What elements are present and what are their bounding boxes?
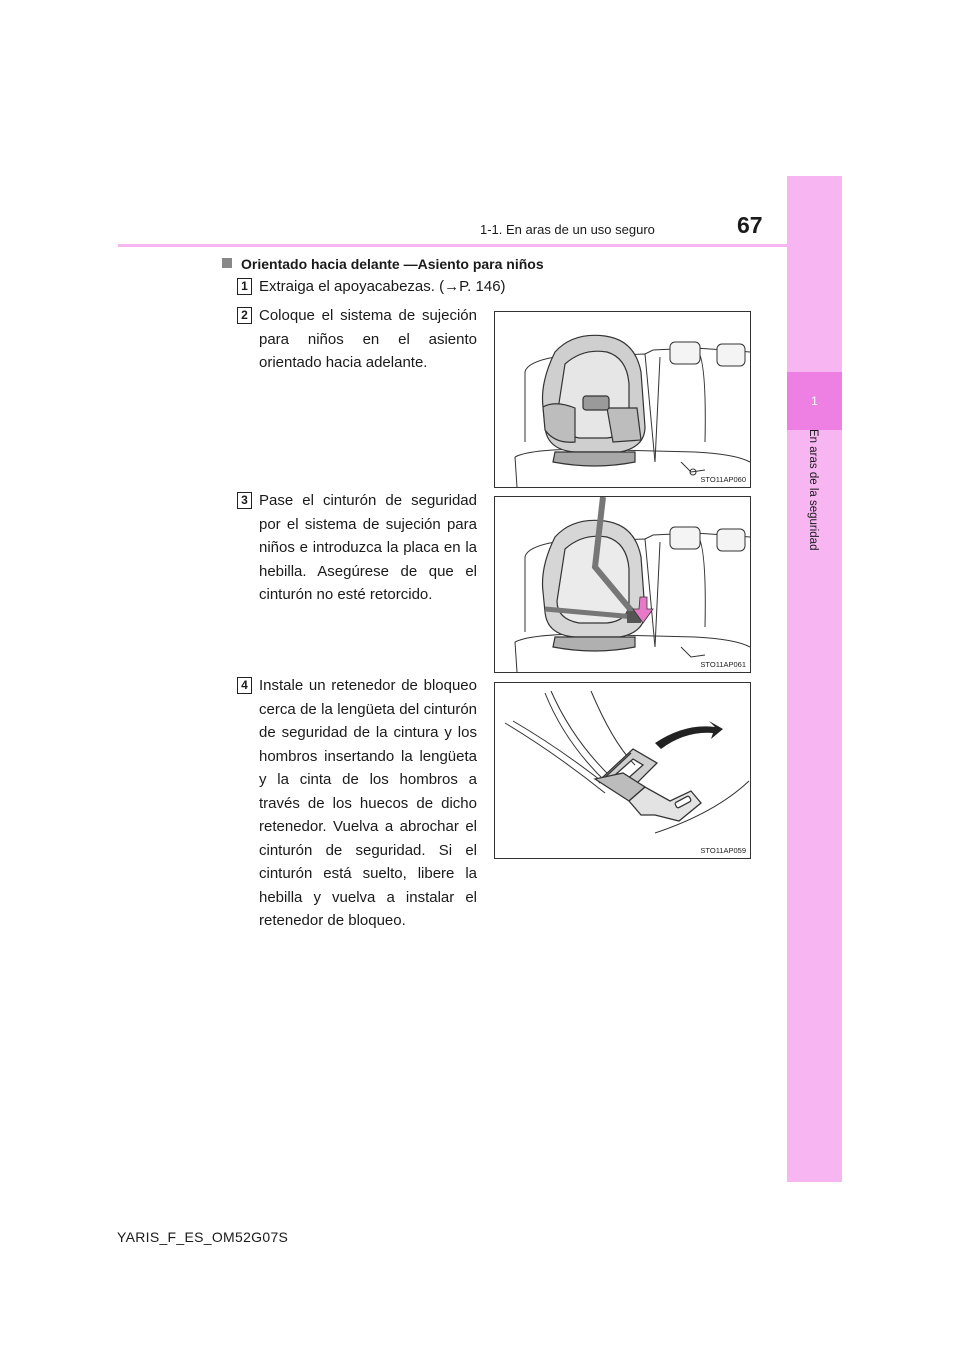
footer-doc-code: YARIS_F_ES_OM52G07S: [117, 1229, 289, 1245]
step-number-4: 4: [237, 677, 252, 694]
belt-routing-illustration: [495, 497, 750, 672]
step-number-3: 3: [237, 492, 252, 509]
figure-code-3: STO11AP059: [700, 846, 746, 855]
section-title-text: Orientado hacia delante —Asiento para niños: [241, 256, 544, 272]
figure-belt-routing: [494, 496, 751, 673]
step-text-4: Instale un retenedor de bloqueo cerca de la lengüeta del cinturón de seguridad de la cintura y los hombros insertando la lengüeta y la cinta de los hombros a través de los huecos de dicho retenedor. Vuelva a abrochar el cinturón de seguridad. Si el cinturón está suelto, libere la hebilla y vuelva a instalar el retenedor de bloqueo.: [259, 677, 477, 929]
child-seat-illustration: [495, 312, 750, 487]
locking-clip-illustration: [495, 683, 750, 858]
header-section-title: 1-1. En aras de un uso seguro: [480, 222, 655, 237]
figure-locking-clip: [494, 682, 751, 859]
figure-child-seat-placed: [494, 311, 751, 488]
chapter-title-container: [778, 380, 848, 600]
chapter-side-tab: [787, 176, 842, 1182]
step-text-1: Extraiga el apoyacabezas. (→P. 146): [259, 278, 506, 295]
header-rule: [118, 244, 842, 247]
step-number-1: 1: [237, 278, 252, 295]
square-bullet-icon: [222, 258, 232, 268]
step-text-3: Pase el cinturón de seguridad por el sistema de sujeción para niños e introduzca la placa en la hebilla. Asegúrese de que el cinturón no esté retorcido.: [259, 492, 477, 603]
page-number: 67: [737, 212, 763, 238]
step-text-2: Coloque el sistema de sujeción para niños en el asiento orientado hacia adelante.: [259, 307, 477, 371]
chapter-number: 1: [811, 394, 818, 408]
figure-code-1: STO11AP060: [700, 475, 746, 484]
chapter-title: En aras de la seguridad: [807, 429, 819, 551]
figure-code-2: STO11AP061: [700, 660, 746, 669]
section-title: [222, 256, 544, 272]
step-number-2: 2: [237, 307, 252, 324]
